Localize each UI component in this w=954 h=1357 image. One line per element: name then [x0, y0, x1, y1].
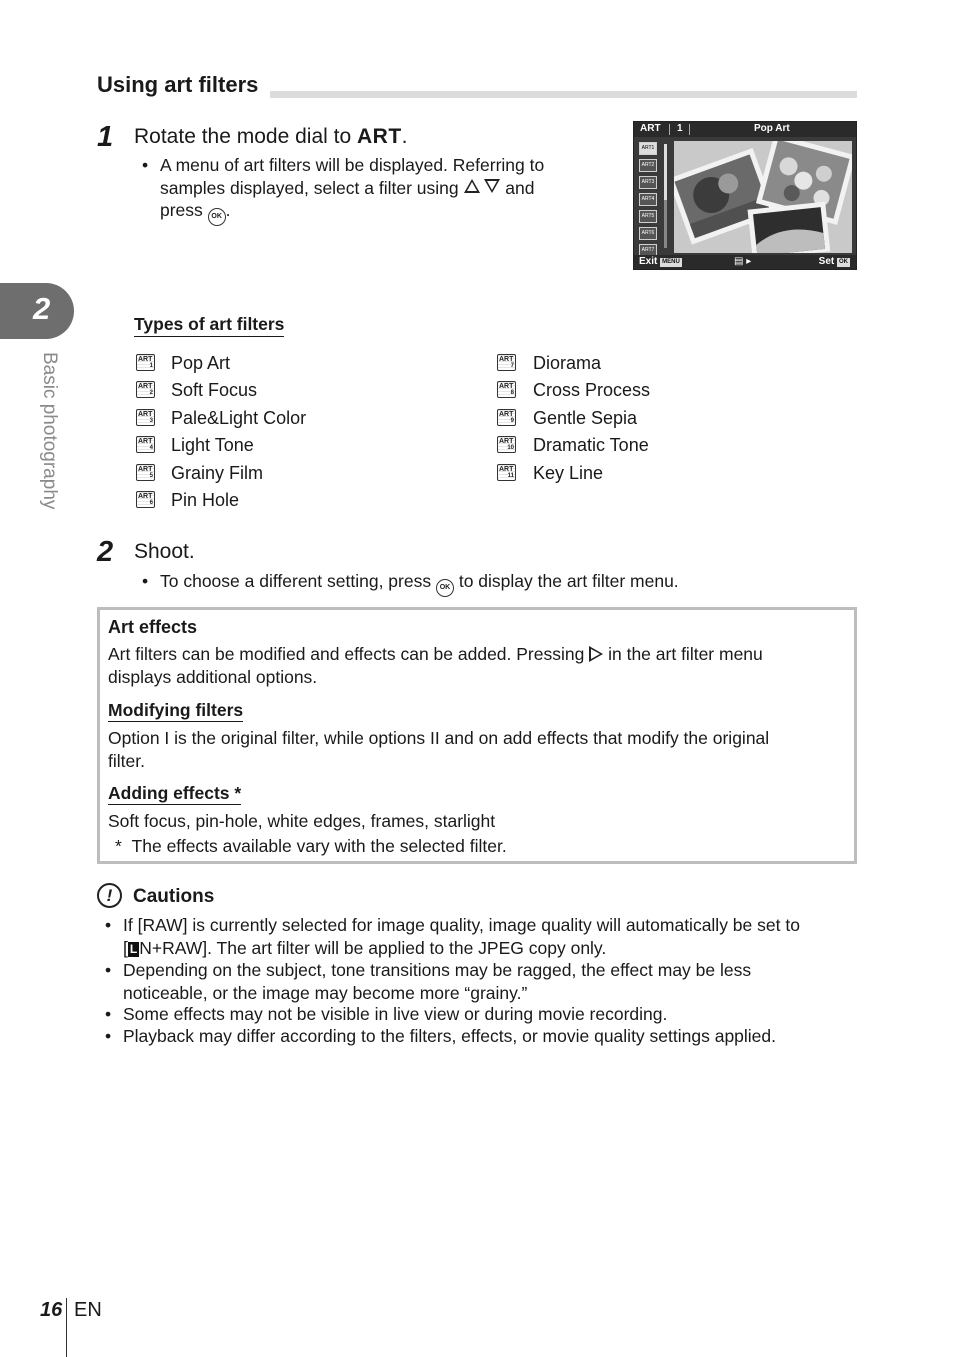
caution-2-line-1: Depending on the subject, tone transitions may be ragged, the effect may be less: [123, 960, 752, 980]
art-filter-icon: ART 10: [499, 438, 514, 452]
step-2-bullet-a: To choose a different setting, press: [160, 571, 432, 591]
bullet-dot: •: [105, 1026, 112, 1046]
screen-filter-item: ART7: [639, 244, 657, 257]
caution-1-bracket: [: [123, 937, 128, 958]
right-arrow-icon: [589, 646, 603, 662]
step-1-line-1: A menu of art filters will be displayed. Referring to: [160, 155, 545, 175]
art-filter-icon-number: 3: [149, 417, 153, 424]
caution-1-line-2b: N+RAW]. The art filter will be applied to the JPEG copy only.: [139, 937, 607, 958]
screen-filter-item: ART3: [639, 176, 657, 189]
caution-2-line-2: noticeable, or the image may become more “grainy.”: [123, 982, 528, 1003]
caution-item-4: [105, 1025, 777, 1048]
caution-item-2: [105, 959, 752, 1004]
art-filter-icon: ART 9: [499, 410, 514, 424]
language-label: EN: [74, 1299, 102, 1321]
art-filter-icon-number: 10: [507, 445, 514, 452]
adding-effects-note: [115, 835, 507, 858]
step-2-number: 2: [97, 536, 114, 568]
art-filter-icon: ART 6: [138, 493, 153, 506]
art-filter-icon: ART 8: [499, 383, 514, 397]
page-number: 16: [40, 1299, 63, 1321]
art-filter-icon-number: 11: [507, 472, 514, 479]
modifying-filters-title: Modifying filters: [108, 700, 244, 720]
step-2-text: Shoot.: [134, 540, 195, 563]
step-1-text-after: .: [401, 125, 408, 148]
step-1-number: 1: [97, 121, 114, 153]
art-filter-icon: ART 5: [138, 465, 153, 479]
art-filter-icon-number: 8: [510, 390, 514, 397]
art-filter-icon-number: 5: [149, 472, 153, 479]
art-filter-name: Pale&Light Color: [171, 407, 307, 428]
screen-option-number: 1: [677, 123, 683, 134]
screen-bottom-bar: [634, 255, 856, 269]
bullet-dot: •: [142, 155, 149, 175]
art-filter-name: Light Tone: [171, 435, 254, 456]
step-1-line-3: press OK .: [160, 199, 600, 226]
art-filter-name: Gentle Sepia: [533, 407, 638, 428]
art-filter-icon-number: 1: [149, 363, 153, 369]
ok-button-icon: OK: [839, 259, 848, 265]
art-filter-icon: ART 11: [499, 465, 514, 479]
effects-arrow-icon: ▤ ▸: [734, 256, 752, 267]
step-1-line-3a: press: [160, 200, 203, 220]
step-2-bullet: [142, 570, 679, 597]
screen-filter-item: ART4: [639, 193, 657, 206]
screen-mode-label: ART: [640, 123, 661, 134]
step-1-text: [134, 125, 408, 149]
art-filter-name: Grainy Film: [171, 462, 264, 483]
bullet-dot: •: [105, 915, 112, 935]
art-filter-name: Cross Process: [533, 380, 651, 401]
art-filter-icon: ART 2: [138, 383, 153, 397]
camera-screen: [633, 121, 857, 270]
art-filter-icon-number: 4: [149, 445, 153, 452]
step-1-bullet: [142, 154, 600, 226]
screen-set: [819, 256, 850, 267]
chapter-name: Basic photography: [39, 352, 60, 510]
cautions-title: Cautions: [133, 886, 215, 907]
art-filter-icon: ART 4: [138, 438, 153, 452]
screen-filter-item: ART5: [639, 210, 657, 223]
screen-scrollbar: [664, 144, 667, 248]
bullet-dot: •: [105, 1004, 112, 1024]
modifying-filters-text: [108, 727, 848, 772]
down-arrow-icon: [484, 179, 500, 193]
large-size-icon: L: [129, 941, 138, 956]
note-text: The effects available vary with the selected filter.: [131, 836, 507, 856]
art-filter-icon-number: 7: [510, 363, 514, 369]
caution-4-text: Playback may differ according to the filters, effects, or movie quality settings applied.: [123, 1026, 777, 1046]
art-filter-icon: ART 1: [138, 356, 153, 369]
screen-filter-list: [639, 142, 659, 261]
step-1-text-before: Rotate the mode dial to: [134, 125, 357, 148]
art-filter-name: Pop Art: [171, 353, 231, 373]
screen-top-bar: [634, 122, 856, 137]
chapter-number: 2: [33, 291, 51, 326]
art-filter-icon-number: 2: [149, 390, 153, 397]
sample-photo-collage: [674, 141, 852, 253]
art-filter-name: Key Line: [533, 462, 604, 483]
screen-filter-item: ART2: [639, 159, 657, 172]
up-arrow-icon: [464, 179, 480, 193]
caution-item-3: [105, 1003, 668, 1026]
art-filter-name: Dramatic Tone: [533, 435, 649, 456]
ok-button-icon: OK: [436, 579, 454, 597]
screen-scroll-thumb: [664, 144, 667, 200]
screen-exit: [639, 256, 682, 267]
art-filter-name: Soft Focus: [171, 380, 258, 401]
art-filter-icon: ART 7: [499, 356, 514, 369]
screen-exit-label: Exit: [639, 256, 658, 267]
step-2-bullet-b: to display the art filter menu.: [458, 571, 679, 591]
screen-separator: [689, 124, 690, 135]
art-filter-icon: ART 3: [138, 410, 153, 424]
caution-1-line-1: If [RAW] is currently selected for image quality, image quality will automatically be set to: [123, 915, 800, 935]
screen-filter-name: Pop Art: [754, 123, 790, 134]
art-filter-icon-number: 6: [149, 500, 153, 506]
footer-rule: [66, 1298, 67, 1357]
screen-set-label: Set: [818, 256, 835, 267]
modifying-line-2: filter.: [108, 750, 145, 771]
bullet-dot: •: [142, 571, 149, 591]
art-effects-intro-line-1: [108, 643, 848, 666]
art-filter-name: Diorama: [533, 353, 602, 373]
caution-icon: !: [97, 883, 122, 908]
adding-effects-text: Soft focus, pin-hole, white edges, frames, starlight: [108, 811, 496, 831]
ok-button-icon: OK: [208, 208, 226, 226]
art-effects-intro: [108, 643, 848, 688]
note-mark: *: [115, 836, 122, 856]
art-effects-title: Art effects: [108, 617, 198, 637]
screen-separator: [669, 124, 670, 135]
art-effects-p1b: in the art filter menu: [608, 644, 763, 664]
adding-effects-title: Adding effects *: [108, 783, 242, 803]
caution-3-text: Some effects may not be visible in live view or during movie recording.: [123, 1004, 668, 1024]
caution-item-1: [105, 914, 800, 959]
step-1-line-2b: and: [505, 177, 535, 198]
menu-button-icon: MENU: [662, 259, 680, 265]
art-effects-p1a: Art filters can be modified and effects can be added. Pressing: [108, 644, 585, 664]
step-1-line-2a: samples displayed, select a filter using: [160, 177, 459, 198]
caution-1-line-2: [123, 937, 800, 960]
collage-image: [674, 141, 852, 253]
screen-filter-item: ART6: [639, 227, 657, 240]
bullet-dot: •: [105, 960, 112, 980]
modifying-line-1: Option I is the original filter, while options II and on add effects that modify the original: [108, 728, 770, 748]
screen-filter-item: ART1: [639, 142, 657, 155]
art-mode-label: ART: [356, 125, 402, 148]
art-filter-name: Pin Hole: [171, 490, 240, 510]
step-1-line-2: [160, 177, 600, 200]
types-heading: Types of art filters: [134, 314, 284, 337]
section-title: Using art filters: [97, 72, 259, 97]
art-effects-intro-line-2: displays additional options.: [108, 666, 318, 687]
section-rule: [270, 91, 857, 98]
art-filter-icon-number: 9: [510, 417, 514, 424]
